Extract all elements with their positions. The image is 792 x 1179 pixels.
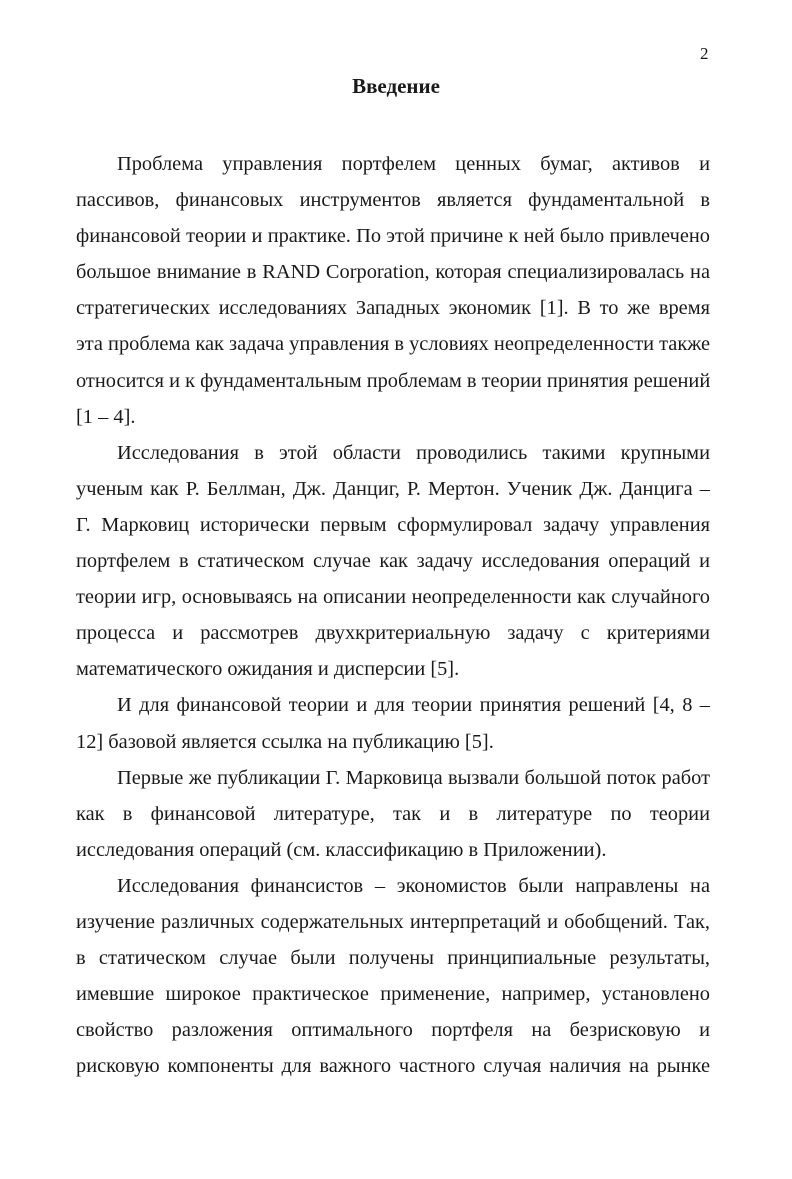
text-line: Г. Марковиц исторически первым сформулировал задачу управления xyxy=(76,513,710,536)
text-line: И для финансовой теории и для теории принятия решений [4, 8 – xyxy=(117,694,710,717)
text-line: рисковую компоненты для важного частного случая наличия на рынке xyxy=(76,1055,710,1078)
text-line: теории игр, основываясь на описании неопределенности как случайного xyxy=(76,586,710,609)
text-line: Первые же публикации Г. Марковица вызвали большой поток работ xyxy=(117,766,710,789)
text-line: Проблема управления портфелем ценных бумаг, активов и xyxy=(117,153,710,175)
text-line: пассивов, финансовых инструментов является фундаментальной в xyxy=(76,189,710,212)
text-line: [1 – 4]. xyxy=(76,405,136,428)
text-line: финансовой теории и практике. По этой причине к ней было привлечено xyxy=(76,225,710,248)
text-line: большое внимание в RAND Corporation, которая специализировалась на xyxy=(76,261,710,284)
text-line: изучение различных содержательных интерпретаций и обобщений. Так, xyxy=(76,910,710,933)
text-line: имевшие широкое практическое применение, например, установлено xyxy=(76,983,710,1006)
document-body xyxy=(76,146,710,1084)
text-line: процесса и рассмотрев двухкритериальную задачу с критериями xyxy=(76,622,710,645)
text-line: 12] базовой является ссылка на публикацию [5]. xyxy=(76,730,494,753)
page-title: Введение xyxy=(352,74,440,98)
text-line: свойство разложения оптимального портфеля на безрисковую и xyxy=(76,1019,710,1042)
text-line: математического ожидания и дисперсии [5]. xyxy=(76,658,460,681)
text-line: в статическом случае были получены принципиальные результаты, xyxy=(76,947,710,970)
text-line: Исследования финансистов – экономистов были направлены на xyxy=(117,874,710,897)
text-line: как в финансовой литературе, так и в литературе по теории xyxy=(76,802,710,825)
text-line: относится и к фундаментальным проблемам в теории принятия решений xyxy=(76,369,711,392)
text-line: Исследования в этой области проводились такими крупными xyxy=(117,441,710,464)
text-line: портфелем в статическом случае как задачу исследования операций и xyxy=(76,550,710,573)
text-line: стратегических исследованиях Западных экономик [1]. В то же время xyxy=(76,297,710,320)
text-line: исследования операций (см. классификацию в Приложении). xyxy=(76,838,607,861)
text-line: эта проблема как задача управления в условиях неопределенности также xyxy=(76,333,711,356)
text-line: ученым как Р. Беллман, Дж. Данциг, Р. Мертон. Ученик Дж. Данцига – xyxy=(76,477,710,500)
page-number: 2 xyxy=(700,44,709,63)
